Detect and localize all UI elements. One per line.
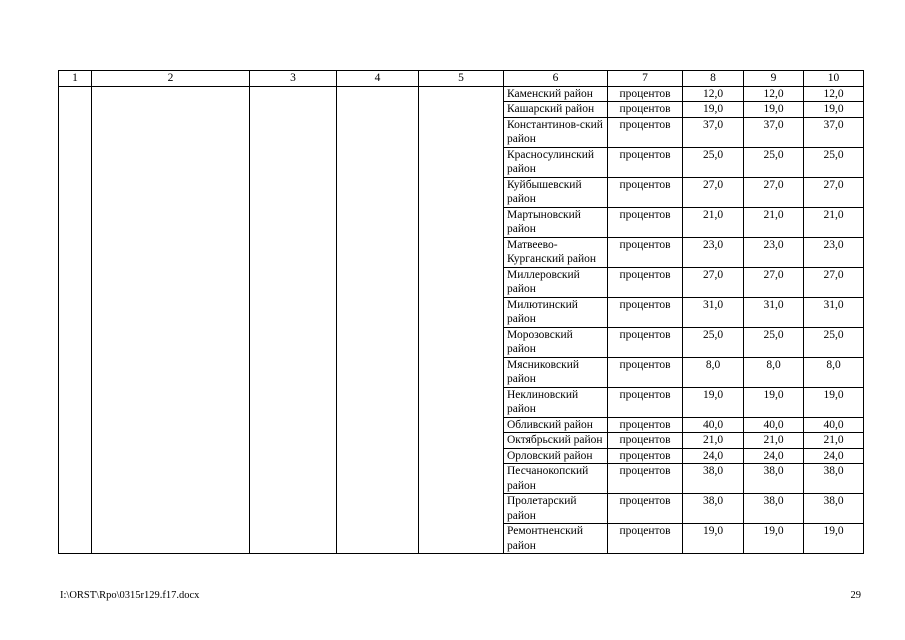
- unit-cell: процентов: [608, 327, 683, 357]
- district-name-cell: Красносулинский район: [504, 147, 608, 177]
- value-col-8-cell: 31,0: [683, 297, 744, 327]
- value-col-10-cell: 27,0: [804, 267, 864, 297]
- header-col-1: 1: [59, 71, 92, 87]
- unit-cell: процентов: [608, 297, 683, 327]
- value-col-9-cell: 37,0: [744, 117, 804, 147]
- value-col-9-cell: 38,0: [744, 494, 804, 524]
- unit-cell: процентов: [608, 86, 683, 102]
- header-col-8: 8: [683, 71, 744, 87]
- district-name-cell: Куйбышевский район: [504, 177, 608, 207]
- value-col-10-cell: 19,0: [804, 524, 864, 554]
- header-col-4: 4: [337, 71, 419, 87]
- value-col-9-cell: 19,0: [744, 524, 804, 554]
- footer-page-number: 29: [850, 590, 861, 601]
- header-col-6: 6: [504, 71, 608, 87]
- value-col-9-cell: 31,0: [744, 297, 804, 327]
- empty-merged-cell-col-2: [92, 86, 250, 554]
- value-col-10-cell: 38,0: [804, 494, 864, 524]
- unit-cell: процентов: [608, 524, 683, 554]
- value-col-9-cell: 27,0: [744, 177, 804, 207]
- district-name-cell: Милютинский район: [504, 297, 608, 327]
- value-col-9-cell: 21,0: [744, 207, 804, 237]
- value-col-9-cell: 24,0: [744, 448, 804, 464]
- value-col-9-cell: 25,0: [744, 327, 804, 357]
- district-name-cell: Неклиновский район: [504, 387, 608, 417]
- value-col-10-cell: 37,0: [804, 117, 864, 147]
- unit-cell: процентов: [608, 494, 683, 524]
- unit-cell: процентов: [608, 448, 683, 464]
- value-col-8-cell: 27,0: [683, 177, 744, 207]
- value-col-10-cell: 24,0: [804, 448, 864, 464]
- unit-cell: процентов: [608, 464, 683, 494]
- value-col-9-cell: 19,0: [744, 387, 804, 417]
- header-col-7: 7: [608, 71, 683, 87]
- unit-cell: процентов: [608, 387, 683, 417]
- empty-merged-cell-col-5: [419, 86, 504, 554]
- value-col-9-cell: 40,0: [744, 417, 804, 433]
- value-col-10-cell: 38,0: [804, 464, 864, 494]
- district-name-cell: Морозовский район: [504, 327, 608, 357]
- value-col-8-cell: 19,0: [683, 524, 744, 554]
- value-col-10-cell: 21,0: [804, 433, 864, 449]
- value-col-8-cell: 37,0: [683, 117, 744, 147]
- value-col-8-cell: 27,0: [683, 267, 744, 297]
- value-col-10-cell: 25,0: [804, 147, 864, 177]
- empty-merged-cell-col-1: [59, 86, 92, 554]
- value-col-10-cell: 19,0: [804, 102, 864, 118]
- unit-cell: процентов: [608, 102, 683, 118]
- table-body: [59, 86, 864, 554]
- unit-cell: процентов: [608, 433, 683, 449]
- value-col-8-cell: 21,0: [683, 207, 744, 237]
- unit-cell: процентов: [608, 417, 683, 433]
- district-name-cell: Пролетарский район: [504, 494, 608, 524]
- value-col-9-cell: 21,0: [744, 433, 804, 449]
- value-col-10-cell: 19,0: [804, 387, 864, 417]
- value-col-9-cell: 23,0: [744, 237, 804, 267]
- header-col-10: 10: [804, 71, 864, 87]
- unit-cell: процентов: [608, 237, 683, 267]
- value-col-8-cell: 8,0: [683, 357, 744, 387]
- value-col-10-cell: 27,0: [804, 177, 864, 207]
- table-header: [59, 71, 864, 87]
- unit-cell: процентов: [608, 207, 683, 237]
- district-name-cell: Ремонтненский район: [504, 524, 608, 554]
- value-col-9-cell: 38,0: [744, 464, 804, 494]
- value-col-8-cell: 38,0: [683, 494, 744, 524]
- value-col-9-cell: 19,0: [744, 102, 804, 118]
- value-col-10-cell: 31,0: [804, 297, 864, 327]
- value-col-8-cell: 19,0: [683, 387, 744, 417]
- value-col-8-cell: 25,0: [683, 147, 744, 177]
- value-col-8-cell: 24,0: [683, 448, 744, 464]
- value-col-10-cell: 8,0: [804, 357, 864, 387]
- footer-file-path: I:\ORST\Rpo\0315r129.f17.docx: [60, 590, 200, 601]
- unit-cell: процентов: [608, 117, 683, 147]
- value-col-8-cell: 38,0: [683, 464, 744, 494]
- unit-cell: процентов: [608, 177, 683, 207]
- value-col-8-cell: 40,0: [683, 417, 744, 433]
- header-row: [59, 71, 864, 87]
- district-name-cell: Мартыновский район: [504, 207, 608, 237]
- district-name-cell: Октябрьский район: [504, 433, 608, 449]
- value-col-9-cell: 12,0: [744, 86, 804, 102]
- value-col-10-cell: 12,0: [804, 86, 864, 102]
- unit-cell: процентов: [608, 357, 683, 387]
- district-name-cell: Миллеровский район: [504, 267, 608, 297]
- empty-merged-cell-col-3: [250, 86, 337, 554]
- value-col-9-cell: 25,0: [744, 147, 804, 177]
- district-name-cell: Константинов-ский район: [504, 117, 608, 147]
- header-col-5: 5: [419, 71, 504, 87]
- district-name-cell: Матвеево-Курганский район: [504, 237, 608, 267]
- header-col-9: 9: [744, 71, 804, 87]
- value-col-10-cell: 25,0: [804, 327, 864, 357]
- district-name-cell: Песчанокопский район: [504, 464, 608, 494]
- empty-merged-cell-col-4: [337, 86, 419, 554]
- district-name-cell: Орловский район: [504, 448, 608, 464]
- value-col-10-cell: 40,0: [804, 417, 864, 433]
- header-col-3: 3: [250, 71, 337, 87]
- district-name-cell: Мясниковский район: [504, 357, 608, 387]
- district-name-cell: Обливский район: [504, 417, 608, 433]
- value-col-8-cell: 19,0: [683, 102, 744, 118]
- table-row: [59, 86, 864, 102]
- unit-cell: процентов: [608, 267, 683, 297]
- value-col-8-cell: 25,0: [683, 327, 744, 357]
- value-col-9-cell: 8,0: [744, 357, 804, 387]
- value-col-9-cell: 27,0: [744, 267, 804, 297]
- district-name-cell: Кашарский район: [504, 102, 608, 118]
- value-col-10-cell: 23,0: [804, 237, 864, 267]
- header-col-2: 2: [92, 71, 250, 87]
- value-col-8-cell: 21,0: [683, 433, 744, 449]
- value-col-8-cell: 23,0: [683, 237, 744, 267]
- value-col-8-cell: 12,0: [683, 86, 744, 102]
- data-table: [58, 70, 864, 554]
- value-col-10-cell: 21,0: [804, 207, 864, 237]
- district-name-cell: Каменский район: [504, 86, 608, 102]
- unit-cell: процентов: [608, 147, 683, 177]
